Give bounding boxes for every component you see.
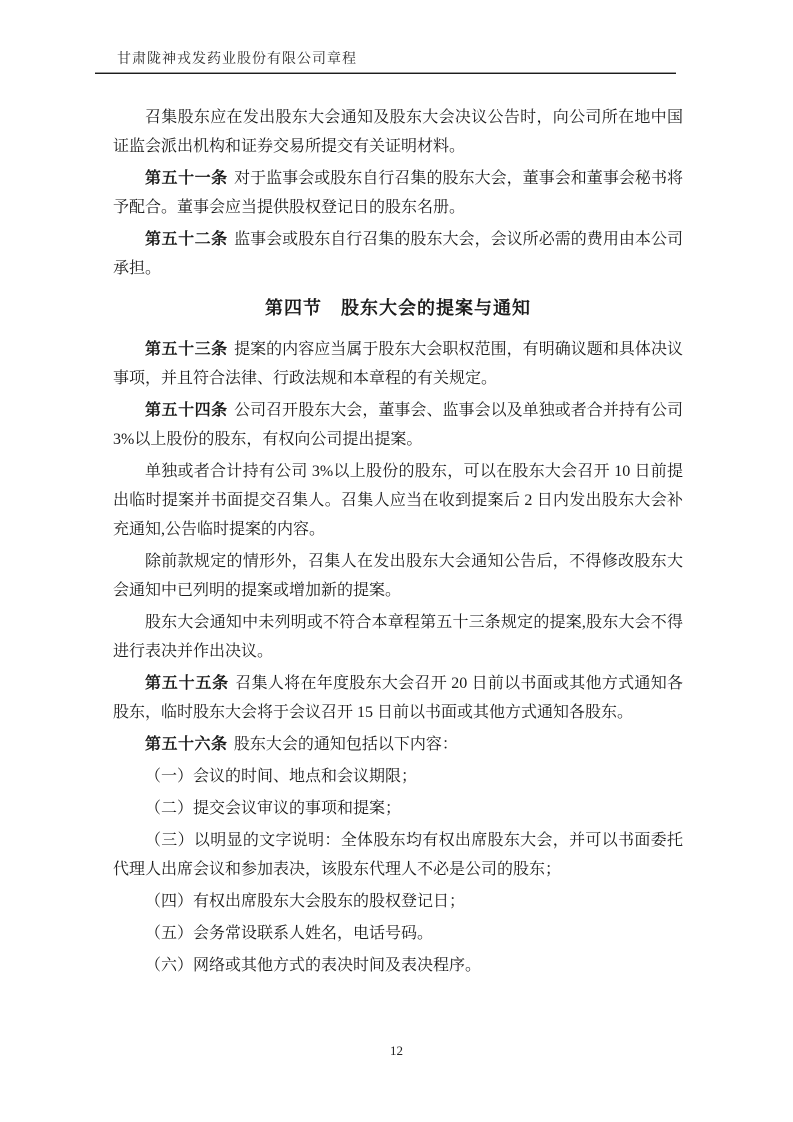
page-footer [0,1042,793,1060]
body-paragraph: 除前款规定的情形外，召集人在发出股东大会通知公告后，不得修改股东大会通知中已列明的提案或增加新的提案。 [113,553,683,599]
paragraph-text: 召集人将在年度股东大会召开 20 日前以书面或其他方式通知各股东，临时股东大会将于会议召开 15 日前以书面或其他方式通知各股东。 [113,675,683,721]
body-paragraph: （二）提交会议审议的事项和提案； [145,800,402,817]
paragraph-text: 对于监事会或股东自行召集的股东大会，董事会和董事会秘书将予配合。董事会应当提供股权登记日的股东名册。 [113,170,683,216]
paragraph-text: 股东大会的通知包括以下内容： [233,736,458,753]
article-number: 第五十四条 [145,402,228,419]
article-paragraph [113,396,683,454]
article-number: 第五十三条 [145,341,228,358]
article-paragraph [113,335,683,393]
article-number: 第五十一条 [145,170,228,187]
section-heading: 第四节 股东大会的提案与通知 [265,298,531,318]
paragraph-text: 公司召开股东大会，董事会、监事会以及单独或者合并持有公司 3%以上股份的股东，有权向公司提出提案。 [113,402,683,448]
page-header [95,0,676,74]
page-number: 12 [390,1043,403,1058]
body-paragraph: （五）会务常设联系人姓名，电话号码。 [145,925,434,942]
body-paragraph: （三）以明显的文字说明：全体股东均有权出席股东大会，并可以书面委托代理人出席会议和参加表决，该股东代理人不必是公司的股东； [113,832,683,878]
article-paragraph [113,225,683,283]
paragraph-text: 提案的内容应当属于股东大会职权范围，有明确议题和具体决议事项，并且符合法律、行政法规和本章程的有关规定。 [113,341,683,387]
document-body [113,74,683,980]
article-number: 第五十六条 [145,736,228,753]
body-paragraph: （四）有权出席股东大会股东的股权登记日； [145,893,466,910]
body-paragraph: 召集股东应在发出股东大会通知及股东大会决议公告时，向公司所在地中国证监会派出机构和证券交易所提交有关证明材料。 [113,109,683,155]
article-paragraph [113,730,683,759]
header-title: 甘肃陇神戎发药业股份有限公司章程 [117,52,357,67]
body-paragraph: 单独或者合计持有公司 3%以上股份的股东，可以在股东大会召开 10 日前提出临时提案并书面提交召集人。召集人应当在收到提案后 2 日内发出股东大会补充通知,公告临时提案的内容。 [113,463,683,538]
paragraph-text: 监事会或股东自行召集的股东大会，会议所必需的费用由本公司承担。 [113,231,683,277]
article-paragraph [113,669,683,727]
article-paragraph [113,164,683,222]
article-number: 第五十二条 [145,231,228,248]
body-paragraph: （一）会议的时间、地点和会议期限； [145,768,418,785]
article-number: 第五十五条 [145,675,229,692]
body-paragraph: 股东大会通知中未列明或不符合本章程第五十三条规定的提案,股东大会不得进行表决并作出决议。 [113,614,683,660]
body-paragraph: （六）网络或其他方式的表决时间及表决程序。 [145,957,482,974]
